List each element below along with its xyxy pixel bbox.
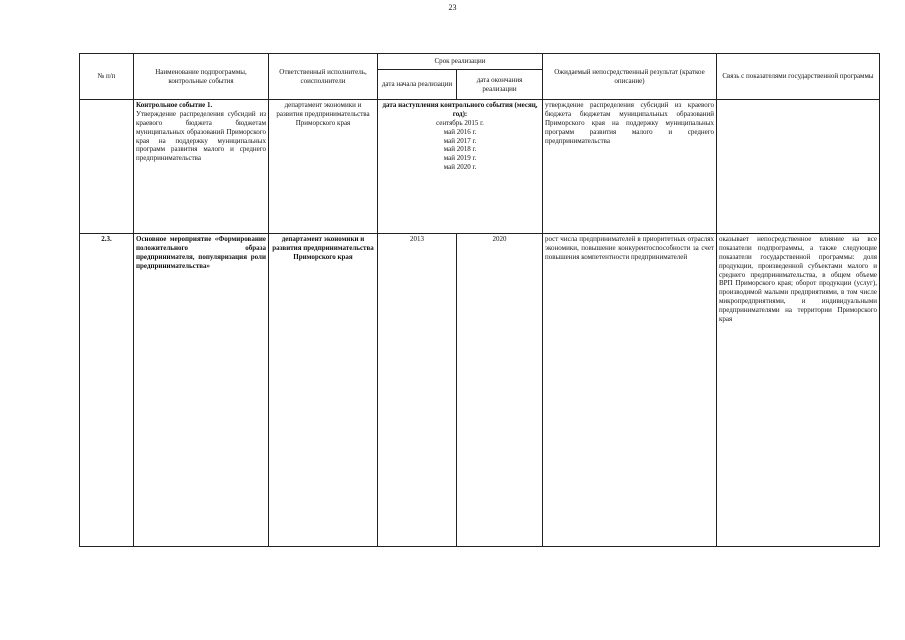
header-link: Связь с показателями государственной программы — [717, 54, 880, 100]
row2-num: 2.3. — [80, 234, 134, 547]
row1-date-item: май 2020 г. — [443, 163, 477, 172]
row1-name-title: Контрольное событие 1. — [136, 101, 213, 109]
row1-num — [80, 100, 134, 234]
header-num: № п/п — [80, 54, 134, 100]
row2-responsible: департамент экономики и развития предпринимательства Приморского края — [269, 234, 378, 547]
row1-date-item: май 2019 г. — [443, 154, 477, 163]
row1-date-title: дата наступления контрольного события (месяц, год): — [382, 101, 538, 118]
row1-responsible: департамент экономики и развития предпринимательства Приморского края — [269, 100, 378, 234]
row2-start: 2013 — [378, 234, 457, 547]
row1-date-item: сентябрь 2015 г. — [436, 118, 484, 127]
row1-dates-cell — [378, 100, 543, 234]
header-responsible: Ответственный исполнитель, соисполнители — [269, 54, 378, 100]
table-row — [80, 234, 880, 547]
row1-date-item: май 2018 г. — [443, 145, 477, 154]
row2-result: рост числа предпринимателей в приоритетных отраслях экономики, повышение конкурентоспособности за счет повышения компетентности предпринимателей — [543, 234, 717, 547]
row2-link: оказывает непосредственное влияние на все показатели подпрограммы, а также следующие показатели государственной программы: доля продукции, произведенной субъектами малого и среднего предпринимательства, в общем объеме ВРП Приморского края; оборот продукции (услуг), производимой малыми предприятиями, в том числе микропредприятиями, и индивидуальными предпринимателями на территории Приморского края — [717, 234, 880, 547]
row1-result: утверждение распределения субсидий из краевого бюджета бюджетам муниципальных образований Приморского края на поддержку муниципальных программ развития малого и среднего предпринимательства — [543, 100, 717, 234]
row1-name-body: Утверждение распределения субсидий из краевого бюджета бюджетам муниципальных образований Приморского края на поддержку муниципальных программ развития малого и среднего предпринимательства — [136, 109, 266, 163]
program-table — [79, 53, 880, 547]
header-row-1 — [80, 54, 880, 70]
row1-name-cell — [134, 100, 269, 234]
table-row — [80, 100, 880, 234]
row1-date-item: май 2017 г. — [443, 136, 477, 145]
row1-date-item: май 2016 г. — [443, 127, 477, 136]
header-period: Срок реализации — [378, 54, 543, 70]
header-start: дата начала реализации — [378, 70, 457, 100]
header-name: Наименование подпрограммы, контрольные события — [134, 54, 269, 100]
header-end: дата окончания реализации — [457, 70, 543, 100]
page-number: 23 — [448, 3, 457, 12]
row2-end: 2020 — [457, 234, 543, 547]
header-result: Ожидаемый непосредственный результат (краткое описание) — [543, 54, 717, 100]
row2-name: Основное мероприятие «Формирование положительного образа предпринимателя, популяризация роли предпринимательства» — [134, 234, 269, 547]
row1-link — [717, 100, 880, 234]
